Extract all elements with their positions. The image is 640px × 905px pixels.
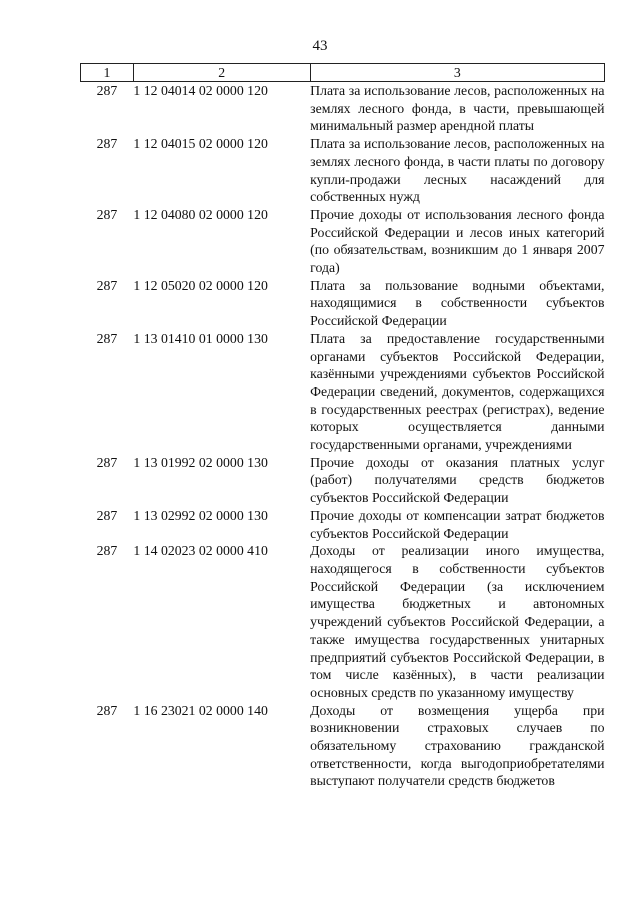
admin-code-cell: 287 (96, 543, 118, 559)
budget-class-code-cell: 1 13 01992 02 0000 130 (133, 454, 268, 470)
admin-code-cell: 287 (96, 206, 118, 222)
table-row (81, 277, 605, 330)
page-number: 43 (312, 38, 328, 54)
admin-code-cell: 287 (96, 507, 118, 523)
revenue-description-cell: Плата за пользование водными объектами, находящимися в собственности субъектов Российской Федерации (310, 277, 605, 329)
budget-class-code-cell: 1 13 01410 01 0000 130 (133, 330, 268, 346)
admin-code-cell: 287 (96, 83, 118, 98)
revenue-description-cell: Прочие доходы от оказания платных услуг (работ) получателями средств бюджетов субъектов Российской Федерации (310, 454, 605, 506)
budget-class-code-cell: 1 13 02992 02 0000 130 (133, 507, 268, 523)
budget-class-code-cell: 1 12 04014 02 0000 120 (133, 83, 268, 98)
revenue-description-cell: Доходы от реализации иного имущества, находящегося в собственности субъектов Российской Федерации (за исключением имущества бюджетных и автономных учреждений субъектов Российской Федерации, а также имущества государственных унитарных предприятий субъектов Российской Федерации, в том числе казённых), в части реализации основных средств по указанному имуществу (310, 543, 605, 700)
budget-class-code-cell: 1 12 04080 02 0000 120 (133, 206, 268, 222)
admin-code-cell: 287 (96, 277, 118, 293)
column-header-1: 1 (81, 64, 134, 82)
admin-code-cell: 287 (96, 136, 118, 152)
revenue-description-cell: Прочие доходы от использования лесного фонда Российской Федерации и лесов иных категорий (по обязательствам, возникшим до 1 января 2007 года) (310, 206, 605, 276)
admin-code-cell: 287 (96, 454, 118, 470)
table-row (81, 702, 605, 791)
column-header-3: 3 (310, 64, 604, 82)
revenue-description-cell: Прочие доходы от компенсации затрат бюджетов субъектов Российской Федерации (310, 507, 605, 541)
column-header-2: 2 (133, 64, 310, 82)
revenue-description-cell: Доходы от возмещения ущерба при возникновении страховых случаев по обязательному страхованию гражданской ответственности, когда выгодоприобретателями выступают получатели средств бюджетов (310, 702, 605, 789)
budget-class-code-cell: 1 12 04015 02 0000 120 (133, 136, 268, 152)
admin-code-cell: 287 (96, 702, 118, 718)
table-row (81, 507, 605, 542)
revenue-description-cell: Плата за использование лесов, расположенных на землях лесного фонда, в части, превышающей минимальный размер арендной платы (310, 83, 605, 134)
table-header-row (81, 64, 605, 82)
budget-class-code-cell: 1 12 05020 02 0000 120 (133, 277, 268, 293)
table-row (81, 82, 605, 136)
table-row (81, 542, 605, 701)
table-row (81, 454, 605, 507)
budget-class-code-cell: 1 16 23021 02 0000 140 (133, 702, 268, 718)
table-row (81, 330, 605, 454)
table-row (81, 206, 605, 277)
revenue-description-cell: Плата за использование лесов, расположенных на землях лесного фонда, в части платы по договору купли-продажи лесных насаждений для собственных нужд (310, 136, 605, 205)
revenue-description-cell: Плата за предоставление государственными органами субъектов Российской Федерации, казёнными учреждениями субъектов Российской Федерации сведений, документов, содержащихся в государственных реестрах (регистрах), ведение которых осуществляется данными государственными органами, учреждениями (310, 330, 605, 453)
table-row (81, 135, 605, 206)
admin-code-cell: 287 (96, 330, 118, 346)
revenue-codes-table (80, 63, 605, 790)
budget-class-code-cell: 1 14 02023 02 0000 410 (133, 543, 268, 559)
